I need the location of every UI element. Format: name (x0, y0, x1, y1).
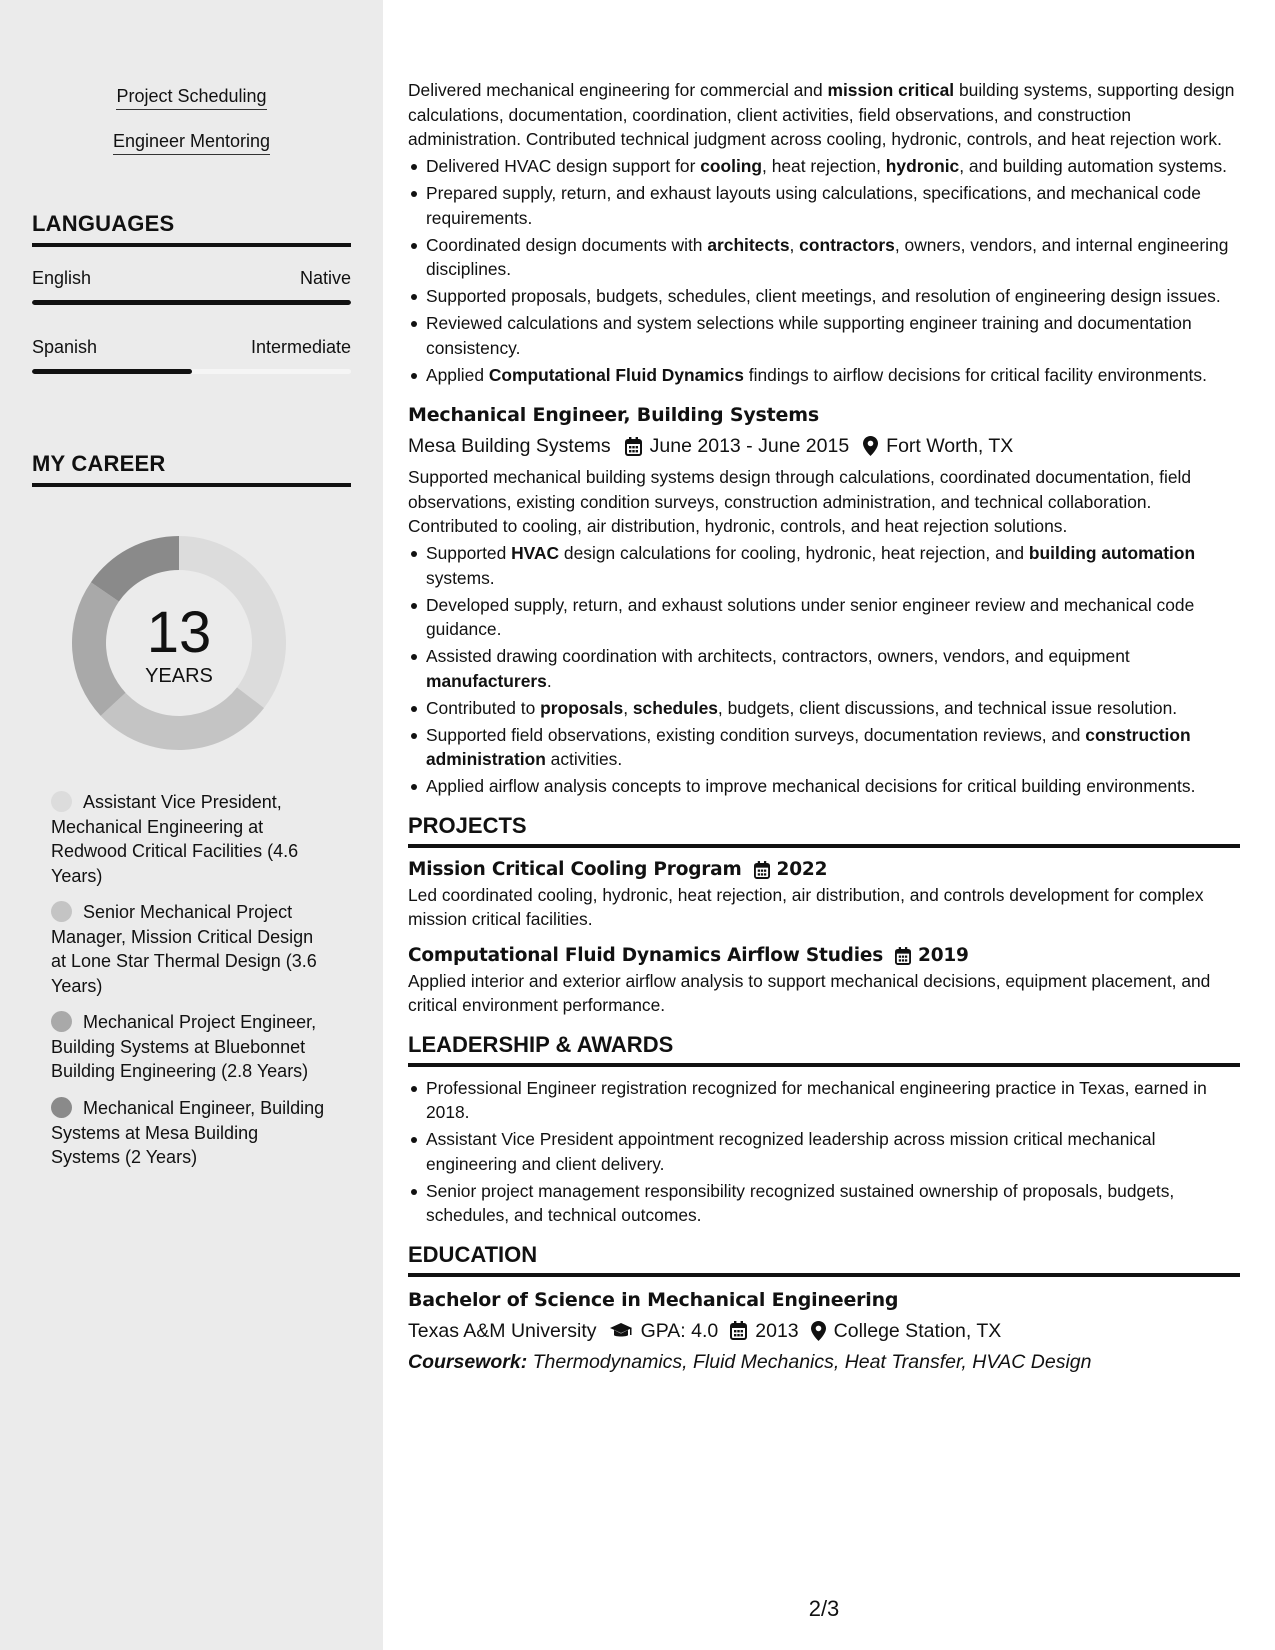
gpa: GPA: 4.0 (640, 1319, 719, 1342)
language-name: English (32, 268, 92, 288)
bullet-item: Prepared supply, return, and exhaust layouts using calculations, specifications, and mechanical code requirements. (408, 181, 1240, 230)
legend-dot-icon (51, 791, 72, 812)
award-item: Professional Engineer registration recognized for mechanical engineering practice in Texas, earned in 2018. (408, 1076, 1240, 1125)
language-level: Native (299, 268, 351, 288)
career-legend-item (51, 1096, 331, 1170)
language-row-spanish (32, 337, 351, 358)
education-meta (408, 1317, 1240, 1345)
graduation-cap-icon (609, 1322, 633, 1340)
graduation-year: 2013 (755, 1319, 799, 1342)
language-bar-english (32, 300, 351, 305)
language-bar-fill (32, 369, 192, 374)
school-location: College Station, TX (833, 1319, 1002, 1342)
main-content (408, 78, 1240, 1376)
bullet-item: Reviewed calculations and system selections while supporting engineer training and documentation consistency. (408, 311, 1240, 360)
project-description: Led coordinated cooling, hydronic, heat rejection, air distribution, and controls development for complex mission critical facilities. (408, 884, 1204, 929)
awards-list (408, 1076, 1240, 1228)
language-bar-spanish (32, 369, 351, 374)
career-legend-text: Assistant Vice President, Mechanical Engineering at Redwood Critical Facilities (4.6 Years) (51, 792, 299, 886)
job-dates: June 2013 - June 2015 (649, 435, 850, 457)
career-donut-segment-2 (101, 687, 264, 750)
job-summary: Delivered mechanical engineering for commercial and mission critical building systems, supporting design calculations, documentation, coordination, client activities, field observations, and construction administration. Contributed technical judgment across cooling, hydronic, controls, and heat rejection work. (408, 80, 1235, 149)
career-total-years: 13 (146, 600, 212, 665)
career-legend-item (51, 1010, 331, 1084)
calendar-icon (625, 437, 642, 456)
career-legend-item (51, 900, 331, 998)
project-title-row (408, 857, 1240, 883)
degree-title: Bachelor of Science in Mechanical Engineering (408, 1288, 899, 1311)
project-year: 2019 (918, 944, 969, 966)
job-title: Mechanical Engineer, Building Systems (408, 404, 819, 426)
calendar-icon (730, 1321, 747, 1340)
bullet-item: Applied Computational Fluid Dynamics findings to airflow decisions for critical facility environments. (408, 363, 1240, 388)
bullet-item: Coordinated design documents with architects, contractors, owners, vendors, and internal engineering disciplines. (408, 233, 1240, 282)
calendar-icon (895, 947, 911, 965)
award-item: Assistant Vice President appointment recognized leadership across mission critical mechanical engineering and client delivery. (408, 1127, 1240, 1176)
languages-heading: LANGUAGES (32, 211, 351, 247)
skill-link-engineer-mentoring[interactable] (0, 131, 383, 152)
project-title-row (408, 943, 1240, 969)
project-year: 2022 (776, 858, 828, 880)
project-title: Computational Fluid Dynamics Airflow Studies (408, 944, 884, 966)
legend-dot-icon (51, 1097, 72, 1118)
career-legend-text: Mechanical Engineer, Building Systems at Mesa Building Systems (2 Years) (51, 1098, 325, 1167)
career-legend-text: Mechanical Project Engineer, Building Systems at Bluebonnet Building Engineering (2.8 Years) (51, 1012, 317, 1081)
sidebar (0, 0, 383, 1650)
career-legend-item (51, 790, 331, 888)
education-heading: EDUCATION (408, 1242, 1240, 1277)
job-meta (408, 432, 1240, 460)
legend-dot-icon (51, 1011, 72, 1032)
career-legend-text: Senior Mechanical Project Manager, Mission Critical Design at Lone Star Thermal Design (3.6 Years) (51, 902, 317, 996)
skill-link-project-scheduling[interactable] (0, 86, 383, 107)
project-description: Applied interior and exterior airflow analysis to support mechanical decisions, equipment placement, and critical environment performance. (408, 970, 1211, 1015)
bullet-item: Assisted drawing coordination with architects, contractors, owners, vendors, and equipment manufacturers. (408, 644, 1240, 693)
skill-label: Engineer Mentoring (113, 131, 270, 155)
page-number: 2/3 (808, 1596, 840, 1621)
career-heading: MY CAREER (32, 451, 351, 487)
bullet-item: Contributed to proposals, schedules, budgets, client discussions, and technical issue resolution. (408, 696, 1240, 721)
language-bar-fill (32, 300, 351, 305)
award-item: Senior project management responsibility recognized sustained ownership of proposals, budgets, schedules, and technical outcomes. (408, 1179, 1240, 1228)
bullet-item: Supported proposals, budgets, schedules, client meetings, and resolution of engineering design issues. (408, 284, 1240, 309)
bullet-item: Delivered HVAC design support for cooling, heat rejection, hydronic, and building automation systems. (408, 154, 1240, 179)
career-total-unit: YEARS (145, 665, 213, 687)
awards-heading: LEADERSHIP & AWARDS (408, 1032, 1240, 1067)
bullet-item: Applied airflow analysis concepts to improve mechanical decisions for critical building environments. (408, 774, 1240, 799)
job-summary: Supported mechanical building systems design through calculations, coordinated documentation, field observations, existing condition surveys, construction administration, and technical collaboration. Contributed to cooling, air distribution, hydronic, controls, and heat rejection solutions. (408, 467, 1192, 536)
projects-heading: PROJECTS (408, 813, 1240, 848)
location-pin-icon (811, 1321, 826, 1341)
job-bullets (408, 154, 1240, 387)
language-row-english (32, 268, 351, 289)
school-name: Texas A&M University (408, 1319, 597, 1342)
calendar-icon (754, 861, 770, 879)
bullet-item: Supported HVAC design calculations for cooling, hydronic, heat rejection, and building automation systems. (408, 541, 1240, 590)
bullet-item: Supported field observations, existing condition surveys, documentation reviews, and construction administration activities. (408, 723, 1240, 772)
language-level: Intermediate (250, 337, 351, 357)
job-company: Mesa Building Systems (408, 435, 611, 457)
job-location: Fort Worth, TX (886, 435, 1014, 457)
legend-dot-icon (51, 901, 72, 922)
coursework: Coursework: Thermodynamics, Fluid Mechanics, Heat Transfer, HVAC Design (408, 1350, 1092, 1373)
skill-label: Project Scheduling (116, 86, 266, 110)
language-name: Spanish (32, 337, 98, 357)
job-bullets (408, 541, 1240, 799)
location-pin-icon (863, 436, 878, 456)
project-title: Mission Critical Cooling Program (408, 858, 742, 880)
bullet-item: Developed supply, return, and exhaust solutions under senior engineer review and mechanical code guidance. (408, 593, 1240, 642)
